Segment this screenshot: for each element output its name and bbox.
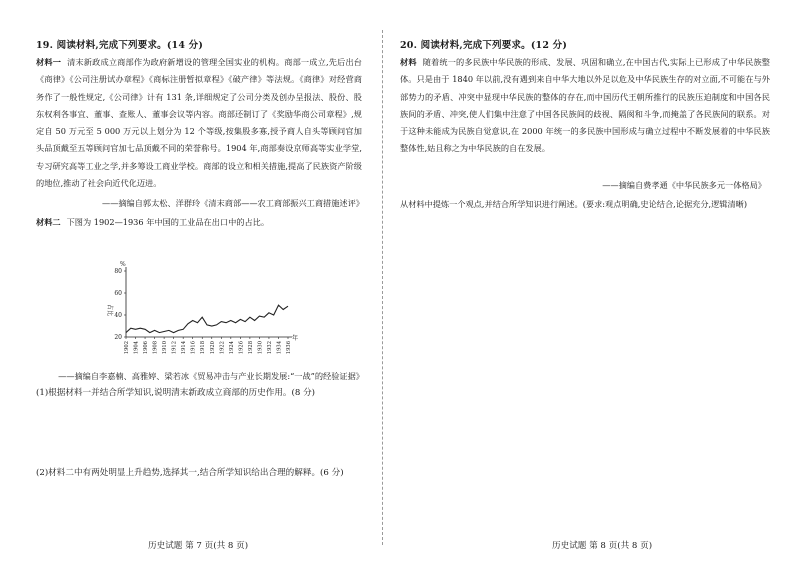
- material-paragraph: [400, 54, 770, 158]
- material-1-text: 清末新政成立商部作为政府新增设的管理全国实业的机构。商部一成立,先后出台《商律》《公司注册试办章程》《商标注册暂拟章程》《破产律》等法规。《商律》对经营商务作了一般性规定,《公司律》计有 131 条,详细规定了公司分类及创办呈报法、股份、股东权利各事宜、董事、查账人、董事会议等内容。商部还制订了《奖励华商公司章程》,规定自 50 万元至 5 000 万元以上划分为 12 个等级,按集股多寡,授予商人自头等顾问官加头品顶戴至五等顾问官加七品顶戴不同的荣誉称号。1904 年,商部奏设京师高等实业学堂,专习研究高等工业之学,并多筹设工商业学校。商部的设立和相关措施,提高了民族资产阶级的地位,推动了社会向近代化迈进。: [36, 57, 362, 189]
- chart-y-tick-label: 60: [114, 290, 122, 297]
- chart-x-ticks: [124, 337, 292, 354]
- left-page-footer: 历史试题 第 7 页(共 8 页): [148, 541, 249, 551]
- chart-series-line: [126, 305, 288, 333]
- material-2-paragraph: [36, 214, 362, 231]
- chart-x-tick-label: 1902: [124, 341, 130, 355]
- material-1-label: 材料一: [36, 57, 62, 67]
- chart-y-axis-label: 占比: [106, 304, 113, 317]
- chart-y-tick-label: 20: [114, 334, 122, 341]
- chart-x-tick-label: 1936: [286, 341, 292, 355]
- industrial-export-share-chart: [100, 257, 300, 362]
- material-label: 材料: [400, 57, 417, 67]
- material-1-source: ——摘编自郭太松、洋群玲《清末商部——农工商部振兴工商措施述评》: [101, 198, 364, 208]
- chart-x-tick-label: 1930: [257, 341, 264, 355]
- chart-x-tick-label: 1906: [143, 341, 150, 355]
- chart-x-tick-label: 1904: [133, 341, 140, 355]
- right-page-footer: 历史试题 第 8 页(共 8 页): [552, 541, 653, 551]
- material-text: 随着统一的多民族中华民族的形成、发展、巩固和确立,在中国古代,实际上已形成了中华民族整体。只是由于 1840 年以前,没有遇到来自中华大地以外足以危及中华民族生存的对立面,不可能在与外部势力的矛盾、冲突中显现中华民族的整体的存在,而中国历代王朝所推行的民族压迫制度和中国各民族间的矛盾、冲突,使人们集中注意了中国各民族间的歧视、隔阂和斗争,而掩盖了各民族间的联系。对于这种未能成为民族自觉意识,在 2000 年统一的多民族中国形成与确立过程中不断发展着的中华民族整体性,姑且称之为中华民族的自在发展。: [400, 57, 770, 154]
- chart-x-tick-label: 1924: [228, 341, 235, 355]
- material-source: ——摘编自费孝通《中华民族多元一体格局》: [602, 180, 766, 190]
- chart-x-tick-label: 1914: [181, 341, 188, 355]
- page-divider: [382, 30, 383, 545]
- question-19-title: 19. 阅读材料,完成下列要求。(14 分): [36, 40, 204, 51]
- chart-axes: [126, 267, 292, 337]
- chart-x-tick-label: 1916: [190, 341, 197, 355]
- material-1-paragraph: [36, 54, 362, 192]
- chart-x-tick-label: 1918: [200, 341, 207, 355]
- chart-x-tick-label: 1910: [162, 341, 169, 355]
- chart-x-tick-label: 1922: [219, 341, 226, 355]
- chart-x-tick-label: 1934: [276, 341, 283, 355]
- chart-x-tick-label: 1908: [152, 341, 159, 355]
- material-2-source: ——摘编自李嘉楠、高雅婷、梁若冰《贸易冲击与产业长期发展:“一战”的经验证据》: [58, 371, 364, 381]
- left-exam-page: [0, 0, 386, 579]
- material-2-text: 下图为 1902—1936 年中国的工业品在出口中的占比。: [66, 217, 270, 227]
- right-exam-page: [392, 0, 800, 579]
- chart-x-tick-label: 1932: [266, 341, 273, 355]
- sub-question-1: (1)根据材料一并结合所学知识,说明清末新政成立商部的历史作用。(8 分): [36, 388, 316, 398]
- chart-y-ticks: [114, 268, 126, 341]
- chart-y-unit: %: [120, 261, 126, 268]
- chart-y-tick-label: 40: [114, 312, 122, 319]
- chart-x-tick-label: 1912: [171, 341, 178, 355]
- question-20-prompt: 从材料中提炼一个观点,并结合所学知识进行阐述。(要求:观点明确,史论结合,论据充分,逻辑清晰): [400, 199, 748, 209]
- chart-y-tick-label: 80: [114, 268, 122, 275]
- question-20-title: 20. 阅读材料,完成下列要求。(12 分): [400, 40, 568, 51]
- chart-x-tick-label: 1920: [209, 341, 216, 355]
- chart-x-tick-label: 1926: [238, 341, 245, 355]
- sub-question-2: (2)材料二中有两处明显上升趋势,选择其一,结合所学知识给出合理的解释。(6 分): [36, 468, 344, 478]
- chart-x-tick-label: 1928: [247, 341, 254, 355]
- material-2-label: 材料二: [36, 217, 61, 227]
- chart-x-axis-label: 年: [292, 335, 299, 342]
